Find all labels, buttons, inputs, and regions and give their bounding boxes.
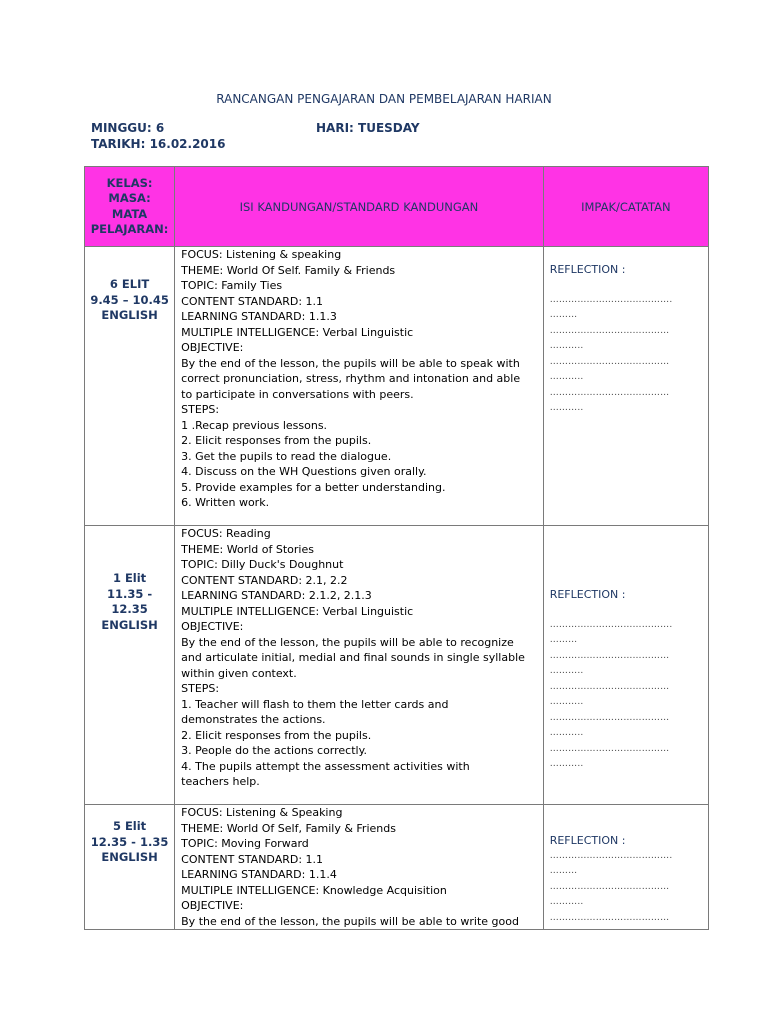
text-line: 5 Elit <box>112 819 147 833</box>
text-line: and articulate initial, medial and final sounds in single syllable <box>181 651 525 664</box>
text-line: 2. Elicit responses from the pupils. <box>181 434 372 447</box>
text-line: 9.45 – 10.45 <box>90 292 169 307</box>
text-line: ……….. <box>549 403 584 413</box>
text-line: ……….. <box>549 341 584 351</box>
table-row <box>85 526 709 805</box>
text-line: By the end of the lesson, the pupils will be able to write good <box>181 914 519 928</box>
text-line: MULTIPLE INTELLIGENCE: Knowledge Acquisition <box>181 883 447 897</box>
text-line: 4. The pupils attempt the assessment activities with <box>181 759 470 773</box>
page-title: RANCANGAN PENGAJARAN DAN PEMBELAJARAN HARIAN <box>216 92 552 106</box>
text-line: CONTENT STANDARD: 1.1 <box>181 294 324 308</box>
text-line: ………………………………… <box>549 912 670 923</box>
text-line: ………………………………… <box>549 681 670 692</box>
text-line: ……….. <box>549 372 584 382</box>
text-line: THEME: World of Stories <box>181 542 314 556</box>
text-line: MASA: <box>108 191 151 205</box>
text-line: 11.35 - <box>106 586 153 601</box>
text-line: FOCUS: Listening & Speaking <box>181 806 343 819</box>
text-line: correct pronunciation, stress, rhythm and intonation and able <box>181 372 521 385</box>
header-kelas <box>85 167 175 247</box>
text-line: By the end of the lesson, the pupils will be able to speak with <box>181 356 520 370</box>
text-line: ……….. <box>549 759 584 769</box>
text-line: ……… <box>549 635 578 645</box>
text-line: ……….. <box>549 728 584 738</box>
text-line: KELAS: <box>106 175 153 190</box>
text-line: By the end of the lesson, the pupils will be able to recognize <box>181 635 514 649</box>
text-line: 6. Written work. <box>181 496 270 509</box>
text-line: THEME: World Of Self. Family & Friends <box>181 263 396 277</box>
text-line: CONTENT STANDARD: 1.1 <box>181 852 324 866</box>
hari-label: HARI: TUESDAY <box>316 121 420 135</box>
class-cell <box>85 247 175 526</box>
class-cell <box>85 526 175 805</box>
table-row <box>85 805 709 930</box>
text-line: ………………………………… <box>549 356 670 367</box>
text-line: LEARNING STANDARD: 1.1.3 <box>181 310 337 323</box>
text-line: STEPS: <box>181 682 220 695</box>
reflection-cell <box>543 526 708 805</box>
table-row <box>85 247 709 526</box>
text-line: ………………………………… <box>549 325 670 336</box>
text-line: …………………………………. <box>549 294 673 305</box>
text-line: LEARNING STANDARD: 2.1.2, 2.1.3 <box>181 589 372 602</box>
text-line: FOCUS: Listening & speaking <box>181 248 342 261</box>
text-line: 1 .Recap previous lessons. <box>181 418 328 432</box>
header-impak-catatan: IMPAK/CATATAN <box>543 167 708 247</box>
text-line: TOPIC: Moving Forward <box>181 837 309 850</box>
table-header-row <box>85 167 709 247</box>
reflection-label: REFLECTION : <box>549 588 626 601</box>
text-line: ENGLISH <box>101 308 158 322</box>
text-line: to participate in conversations with peers. <box>181 387 414 401</box>
minggu-label: MINGGU: 6 <box>91 121 165 135</box>
text-line: THEME: World Of Self, Family & Friends <box>181 821 396 835</box>
text-line: ……….. <box>549 897 584 907</box>
text-line: 12.35 <box>111 602 148 616</box>
text-line: 4. Discuss on the WH Questions given orally. <box>181 465 427 478</box>
text-line: ……… <box>549 866 578 876</box>
text-line: TOPIC: Dilly Duck's Doughnut <box>181 558 344 571</box>
text-line: PELAJARAN: <box>90 222 169 236</box>
tarikh-label: TARIKH: 16.02.2016 <box>91 137 226 151</box>
text-line: within given context. <box>181 666 297 680</box>
text-line: 1 Elit <box>112 571 147 585</box>
text-line: teachers help. <box>181 775 260 788</box>
header-isi-kandungan: ISI KANDUNGAN/STANDARD KANDUNGAN <box>175 167 544 247</box>
text-line: demonstrates the actions. <box>181 713 326 726</box>
reflection-cell <box>543 805 708 930</box>
text-line: 3. Get the pupils to read the dialogue. <box>181 449 392 463</box>
text-line: 2. Elicit responses from the pupils. <box>181 728 372 742</box>
content-cell <box>175 247 544 526</box>
text-line: MULTIPLE INTELLIGENCE: Verbal Linguistic <box>181 604 414 618</box>
content-cell <box>175 805 544 930</box>
text-line: ……… <box>549 310 578 320</box>
text-line: TOPIC: Family Ties <box>181 279 283 292</box>
text-line: ………………………………… <box>549 712 670 723</box>
text-line: ……….. <box>549 666 584 676</box>
text-line: 5. Provide examples for a better understanding. <box>181 480 446 494</box>
text-line: LEARNING STANDARD: 1.1.4 <box>181 868 337 881</box>
text-line: ……….. <box>549 697 584 707</box>
text-line: ………………………………… <box>549 881 670 892</box>
text-line: ENGLISH <box>101 617 158 632</box>
text-line: …………………………………. <box>549 850 673 861</box>
text-line: STEPS: <box>181 403 220 416</box>
reflection-cell <box>543 247 708 526</box>
text-line: MULTIPLE INTELLIGENCE: Verbal Linguistic <box>181 325 414 339</box>
reflection-label: REFLECTION : <box>549 834 626 847</box>
lesson-plan-table <box>84 166 709 930</box>
text-line: ………………………………… <box>549 743 670 754</box>
text-line: OBJECTIVE: <box>181 341 244 354</box>
text-line: FOCUS: Reading <box>181 527 271 540</box>
content-cell <box>175 526 544 805</box>
text-line: 1. Teacher will flash to them the letter cards and <box>181 697 449 711</box>
reflection-label: REFLECTION : <box>549 263 626 276</box>
text-line: ENGLISH <box>101 850 158 864</box>
text-line: …………………………………. <box>549 619 673 630</box>
text-line: ………………………………… <box>549 387 670 398</box>
text-line: 3. People do the actions correctly. <box>181 744 368 757</box>
text-line: OBJECTIVE: <box>181 620 244 633</box>
text-line: MATA <box>111 206 148 221</box>
text-line: OBJECTIVE: <box>181 899 244 912</box>
class-cell <box>85 805 175 930</box>
text-line: ………………………………… <box>549 650 670 661</box>
text-line: 12.35 - 1.35 <box>90 834 169 849</box>
text-line: 6 ELIT <box>109 277 150 291</box>
text-line: CONTENT STANDARD: 2.1, 2.2 <box>181 573 348 587</box>
